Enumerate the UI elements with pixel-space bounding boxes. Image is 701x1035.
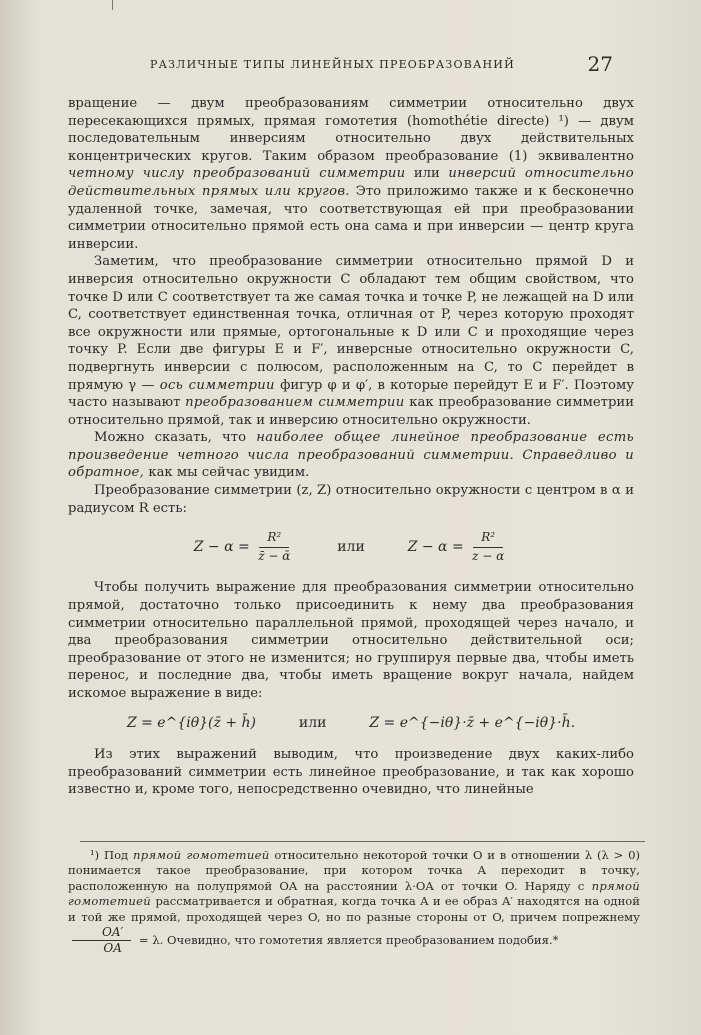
paragraph-4: Преобразование симметрии (z, Z) относительно окружности с центром в α и радиусом R есть:: [68, 483, 634, 516]
formula-inversion: Z − α = $\frac{\text{R²}}{\text{z̄ − ᾱ}}$ или Z − α = $\frac{\text{R²}}{z - \alpha}$: [68, 529, 634, 565]
main-text: [68, 95, 634, 799]
formula-line-symmetry: Z = e^{iθ}(z̄ + h̄) или Z = e^{−iθ}·z̄ + e^{−iθ}·h̄.: [126, 714, 576, 731]
running-header: РАЗЛИЧНЫЕ ТИПЫ ЛИНЕЙНЫХ ПРЕОБРАЗОВАНИЙ: [150, 58, 515, 71]
footnote-text: ¹) Под прямой гомотетией относительно некоторой точки O и в отношении λ (λ > 0) понимается такое преобразование, при котором точка A переходит в точку, расположенную на полупрямой OA на расстоянии λ·OA от точки O. Наряду с прямой гомотетией рассматривается и обратная, когда точка A и ее образ A′ находятся на одной и той же прямой, проходящей через O, но по разные стороны от O, причем попрежнему $\frac{OA'}{OA}$ = λ. Очевидно, что гомотетия является преобразованием подобия.*: [68, 848, 641, 956]
emphasis: прямой гомотетией: [68, 878, 640, 909]
page-number: 27: [587, 52, 613, 76]
paragraph-2: Заметим, что преобразование симметрии относительно прямой D и инверсия относительно окружности C обладают тем общим свойством, что точке D или C соответствует та же самая точка и точке P, не лежащей на D или C, соответствует единственная точка, отличная от P, через которую проходят все окружности или прямые, ортогональные к D или C и проходящие через точку P. Если две фигуры E и F′, инверсные относительно окружности C, подвергнуть инверсии с полюсом, расположенным на C, то C перейдет в прямую γ — ось симметрии фигур φ и φ′, в которые перейдут E и F′. Поэтому часто называют преобразованием симметрии как преобразование симметрии относительно прямой, так и инверсию относительно окружности.: [68, 254, 634, 428]
paragraph-6: Из этих выражений выводим, что произведение двух каких-либо преобразований симметрии есть линейное преобразование, и так как хорошо известно и, кроме того, непосредственно очевидно, что линейные: [68, 747, 634, 798]
emphasis: ось симметрии: [159, 377, 275, 393]
emphasis: преобразованием симметрии: [185, 395, 405, 411]
footnote: [68, 848, 640, 957]
footnote-rule: [80, 841, 645, 842]
emphasis: четному числу преобразований симметрии: [68, 166, 406, 182]
emphasis: прямой гомотетией: [132, 848, 270, 862]
scan-mark: [112, 0, 113, 10]
fraction: $\frac{OA'}{OA}$: [72, 925, 131, 957]
fraction: $\frac{\text{R²}}{\text{z̄ − ᾱ}}$: [258, 530, 291, 563]
footnote-marker: ¹): [90, 848, 100, 862]
paragraph-1: вращение — двум преобразованиям симметрии относительно двух пересекающихся прямых, прямая гомотетия (homothétie directe) ¹) — двум последовательным инверсиям относительно двух действительных концентрических кругов. Таким образом преобразование (1) эквивалентно четному числу преобразований симметрии или инверсий относительно действительных прямых или кругов. Это приложимо также и к бесконечно удаленной точке, замечая, что соответствующая ей при преобразовании симметрии относительно прямой есть она сама и при инверсии — центр круга инверсии.: [68, 96, 634, 252]
fraction: $\frac{\text{R²}}{z - \alpha}$: [472, 530, 505, 563]
emphasis: инверсий относительно действительных прямых или кругов.: [68, 166, 634, 199]
emphasis: наиболее общее линейное преобразование есть произведение четного числа преобразований симметрии. Справедливо и обратное,: [68, 430, 634, 481]
paragraph-3: Можно сказать, что наиболее общее линейное преобразование есть произведение четного числа преобразований симметрии. Справедливо и обратное, как мы сейчас увидим.: [68, 430, 634, 481]
paragraph-5: Чтобы получить выражение для преобразования симметрии относительно прямой, достаточно только присоединить к нему два преобразования симметрии относительно параллельной прямой, проходящей через начало, и два преобразования симметрии относительно действительной оси; преобразование от этого не изменится; но группируя первые два, чтобы иметь перенос, и последние два, чтобы иметь вращение вокруг начала, найдем искомое выражение в виде:: [68, 580, 634, 701]
